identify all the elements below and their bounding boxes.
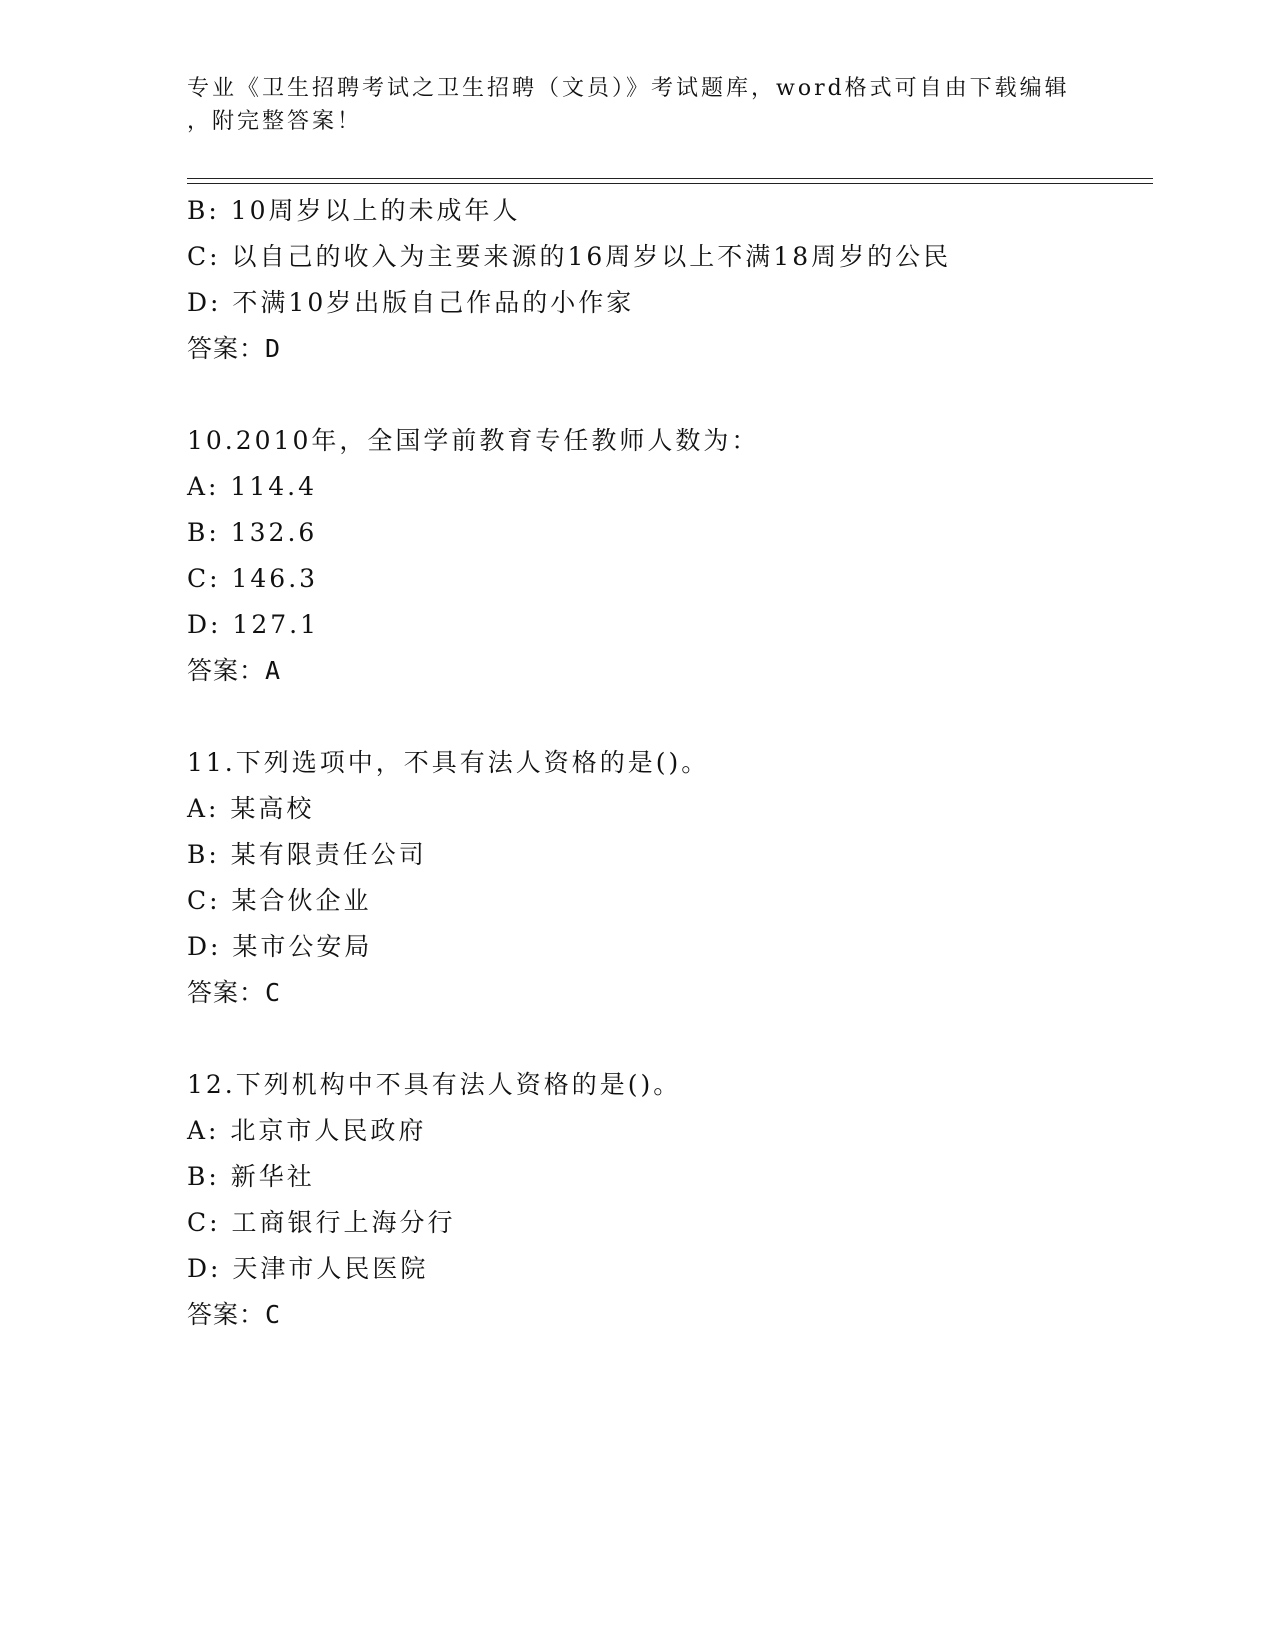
header-line-1: 专业《卫生招聘考试之卫生招聘（文员）》考试题库，word格式可自由下载编辑	[187, 76, 1070, 101]
option-b: B: 某有限责任公司	[187, 840, 427, 869]
option-d: D: 127.1	[187, 610, 319, 639]
option-c: C: 以自己的收入为主要来源的16周岁以上不满18周岁的公民	[187, 242, 952, 271]
header-line-2: ，附完整答案！	[187, 109, 363, 134]
document-header	[187, 72, 1087, 138]
answer-label: 答案：C	[187, 978, 282, 1007]
question-list	[187, 188, 1153, 1338]
question-text: 10.2010年，全国学前教育专任教师人数为：	[187, 426, 760, 455]
option-c: C: 某合伙企业	[187, 886, 372, 915]
question-block-12	[187, 1062, 1153, 1338]
answer-label: 答案：C	[187, 1300, 282, 1329]
question-block-partial	[187, 188, 1153, 372]
answer-label: 答案：A	[187, 656, 282, 685]
option-b: B: 132.6	[187, 518, 318, 547]
option-d: D: 某市公安局	[187, 932, 373, 961]
header-divider-bottom	[187, 183, 1153, 184]
answer-label: 答案：D	[187, 334, 282, 363]
option-a: A: 某高校	[187, 794, 315, 823]
option-b: B: 新华社	[187, 1162, 315, 1191]
option-a: A: 北京市人民政府	[187, 1116, 427, 1145]
option-d: D: 天津市人民医院	[187, 1254, 429, 1283]
option-b: B: 10周岁以上的未成年人	[187, 196, 521, 225]
option-c: C: 工商银行上海分行	[187, 1208, 456, 1237]
option-d: D: 不满10岁出版自己作品的小作家	[187, 288, 635, 317]
question-text: 12.下列机构中不具有法人资格的是()。	[187, 1070, 682, 1099]
header-divider-top	[187, 178, 1153, 179]
question-text: 11.下列选项中，不具有法人资格的是()。	[187, 748, 710, 777]
question-block-10	[187, 418, 1153, 694]
question-block-11	[187, 740, 1153, 1016]
option-c: C: 146.3	[187, 564, 319, 593]
option-a: A: 114.4	[187, 472, 317, 501]
